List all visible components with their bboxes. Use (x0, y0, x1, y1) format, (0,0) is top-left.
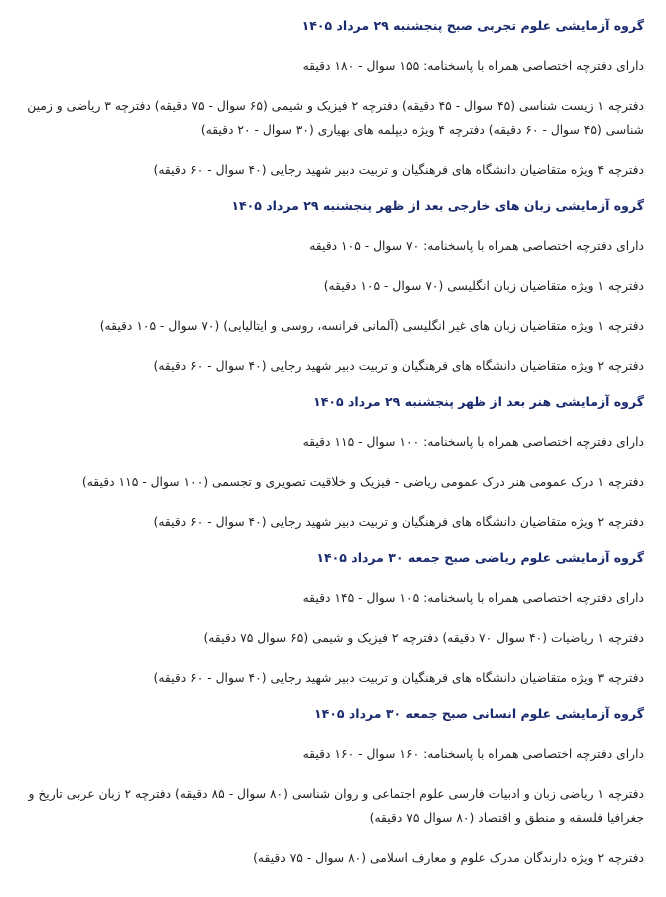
paragraph: دفترچه ۱ ویژه متقاضیان زبان انگلیسی (۷۰ سوال - ۱۰۵ دقیقه) (323, 279, 644, 293)
exam-group-section (18, 392, 644, 534)
paragraph: دارای دفترچه اختصاصی همراه با پاسخنامه: ۱۰۰ سوال - ۱۱۵ دقیقه (302, 435, 644, 449)
exam-group-section (18, 16, 644, 182)
paragraph: دارای دفترچه اختصاصی همراه با پاسخنامه: ۷۰ سوال - ۱۰۵ دقیقه (309, 239, 644, 253)
paragraph: دفترچه ۱ زیست شناسی (۴۵ سوال - ۴۵ دقیقه) دفترچه ۲ فیزیک و شیمی (۶۵ سوال - ۷۵ دقیقه) دفترچه ۳ ریاضی و زمین شناسی (۴۵ سوال - ۶۰ دقیقه) دفترچه ۴ ویژه دیپلمه های بهیاری (۳۰ سوال - ۲۰ دقیقه) (27, 99, 644, 137)
paragraph: دفترچه ۱ ریاضی زبان و ادبیات فارسی علوم اجتماعی و روان شناسی (۸۰ سوال - ۸۵ دقیقه) دفترچه ۲ زبان عربی تاریخ و جغرافیا فلسفه و منطق و اقتصاد (۸۰ سوال ۷۵ دقیقه) (28, 787, 644, 825)
paragraph: دفترچه ۱ ویژه متقاضیان زبان های غیر انگلیسی (آلمانی فرانسه، روسی و ایتالیایی) (۷۰ سوال - ۱۰۵ دقیقه) (99, 319, 644, 333)
section-heading: گروه آزمایشی علوم ریاضی صبح جمعه ۳۰ مرداد ۱۴۰۵ (316, 550, 644, 565)
exam-group-section (18, 704, 644, 870)
paragraph: دفترچه ۱ ریاضیات (۴۰ سوال ۷۰ دقیقه) دفترچه ۲ فیزیک و شیمی (۶۵ سوال ۷۵ دقیقه) (203, 631, 644, 645)
paragraph: دفترچه ۳ ویژه متقاضیان دانشگاه های فرهنگیان و تربیت دبیر شهید رجایی (۴۰ سوال - ۶۰ دقیقه) (153, 671, 644, 685)
paragraph: دارای دفترچه اختصاصی همراه با پاسخنامه: ۱۵۵ سوال - ۱۸۰ دقیقه (302, 59, 644, 73)
paragraph: دفترچه ۲ ویژه دارندگان مدرک علوم و معارف اسلامی (۸۰ سوال - ۷۵ دقیقه) (253, 851, 644, 865)
section-heading: گروه آزمایشی هنر بعد از ظهر پنجشنبه ۲۹ مرداد ۱۴۰۵ (313, 394, 644, 409)
paragraph: دفترچه ۲ ویژه متقاضیان دانشگاه های فرهنگیان و تربیت دبیر شهید رجایی (۴۰ سوال - ۶۰ دقیقه) (153, 515, 644, 529)
paragraph: دارای دفترچه اختصاصی همراه با پاسخنامه: ۱۶۰ سوال - ۱۶۰ دقیقه (302, 747, 644, 761)
exam-group-section (18, 548, 644, 690)
section-heading: گروه آزمایشی زبان های خارجی بعد از ظهر پنجشنبه ۲۹ مرداد ۱۴۰۵ (231, 198, 644, 213)
section-heading: گروه آزمایشی علوم انسانی صبح جمعه ۳۰ مرداد ۱۴۰۵ (313, 706, 644, 721)
exam-group-section (18, 196, 644, 378)
section-heading: گروه آزمایشی علوم تجربی صبح پنجشنبه ۲۹ مرداد ۱۴۰۵ (301, 18, 644, 33)
paragraph: دفترچه ۲ ویژه متقاضیان دانشگاه های فرهنگیان و تربیت دبیر شهید رجایی (۴۰ سوال - ۶۰ دقیقه) (153, 359, 644, 373)
paragraph: دارای دفترچه اختصاصی همراه با پاسخنامه: ۱۰۵ سوال - ۱۴۵ دقیقه (302, 591, 644, 605)
paragraph: دفترچه ۴ ویژه متقاضیان دانشگاه های فرهنگیان و تربیت دبیر شهید رجایی (۴۰ سوال - ۶۰ دقیقه) (153, 163, 644, 177)
paragraph: دفترچه ۱ درک عمومی هنر درک عمومی ریاضی - فیزیک و خلاقیت تصویری و تجسمی (۱۰۰ سوال - ۱۱۵ دقیقه) (81, 475, 644, 489)
